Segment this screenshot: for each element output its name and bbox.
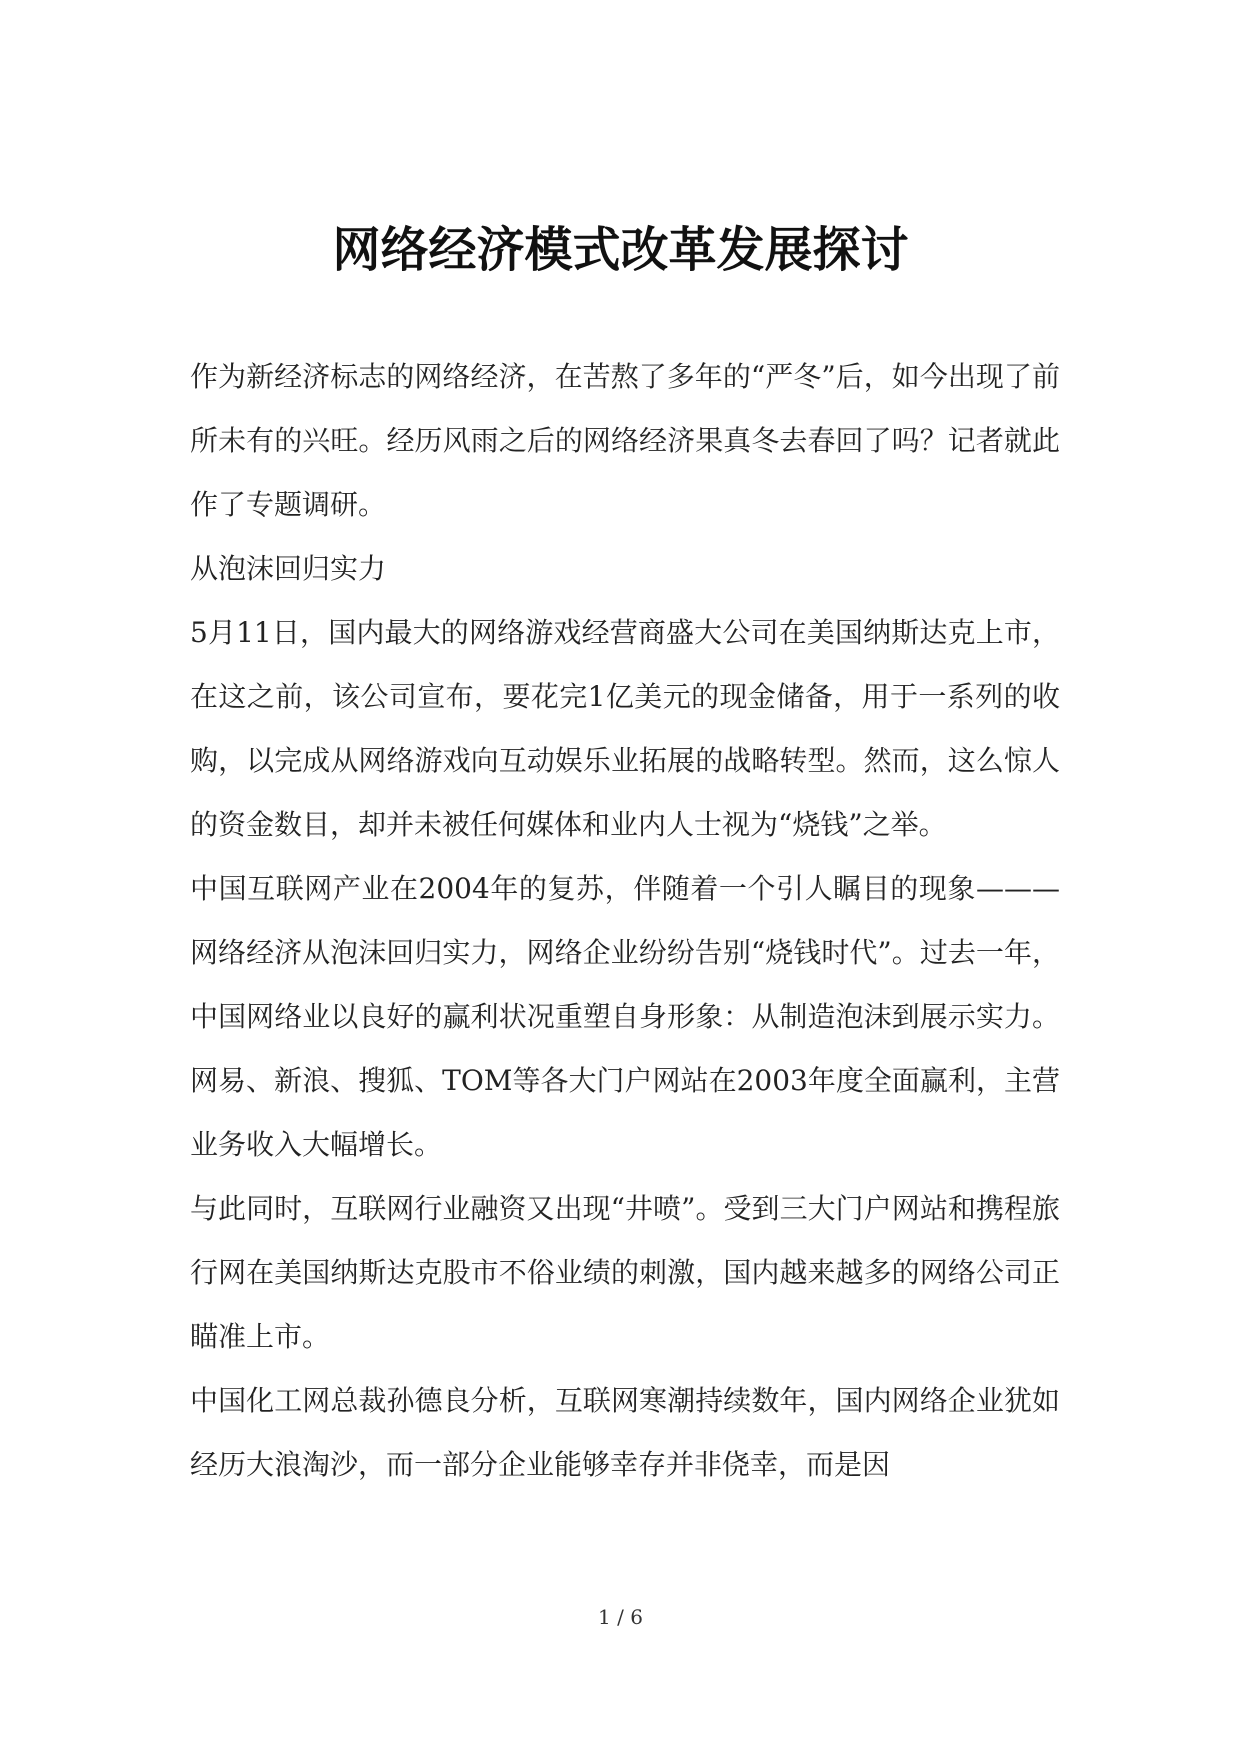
paragraph-recovery: 中国互联网产业在2004年的复苏，伴随着一个引人瞩目的现象———网络经济从泡沫回归实力，网络企业纷纷告别“烧钱时代”。过去一年，中国网络业以良好的赢利状况重塑自身形象：从制造泡沫到展示实力。网易、新浪、搜狐、TOM等各大门户网站在2003年度全面赢利，主营业务收入大幅增长。 <box>190 872 1060 1161</box>
paragraph-intro: 作为新经济标志的网络经济，在苦熬了多年的“严冬”后，如今出现了前所未有的兴旺。经历风雨之后的网络经济果真冬去春回了吗？记者就此作了专题调研。 <box>190 360 1060 521</box>
paragraph-analysis: 中国化工网总裁孙德良分析，互联网寒潮持续数年，国内网络企业犹如经历大浪淘沙，而一部分企业能够幸存并非侥幸，而是因 <box>190 1384 1060 1481</box>
document-body <box>190 345 1060 1497</box>
page-number: 1 / 6 <box>598 1605 643 1629</box>
paragraph-financing: 与此同时，互联网行业融资又出现“井喷”。受到三大门户网站和携程旅行网在美国纳斯达克股市不俗业绩的刺激，国内越来越多的网络公司正瞄准上市。 <box>190 1192 1060 1353</box>
section-heading: 从泡沫回归实力 <box>190 552 387 585</box>
document-title: 网络经济模式改革发展探讨 <box>332 222 909 278</box>
paragraph-shanda: 5月11日，国内最大的网络游戏经营商盛大公司在美国纳斯达克上市，在这之前，该公司宣布，要花完1亿美元的现金储备，用于一系列的收购，以完成从网络游戏向互动娱乐业拓展的战略转型。然而，这么惊人的资金数目，却并未被任何媒体和业内人士视为“烧钱”之举。 <box>190 616 1060 841</box>
